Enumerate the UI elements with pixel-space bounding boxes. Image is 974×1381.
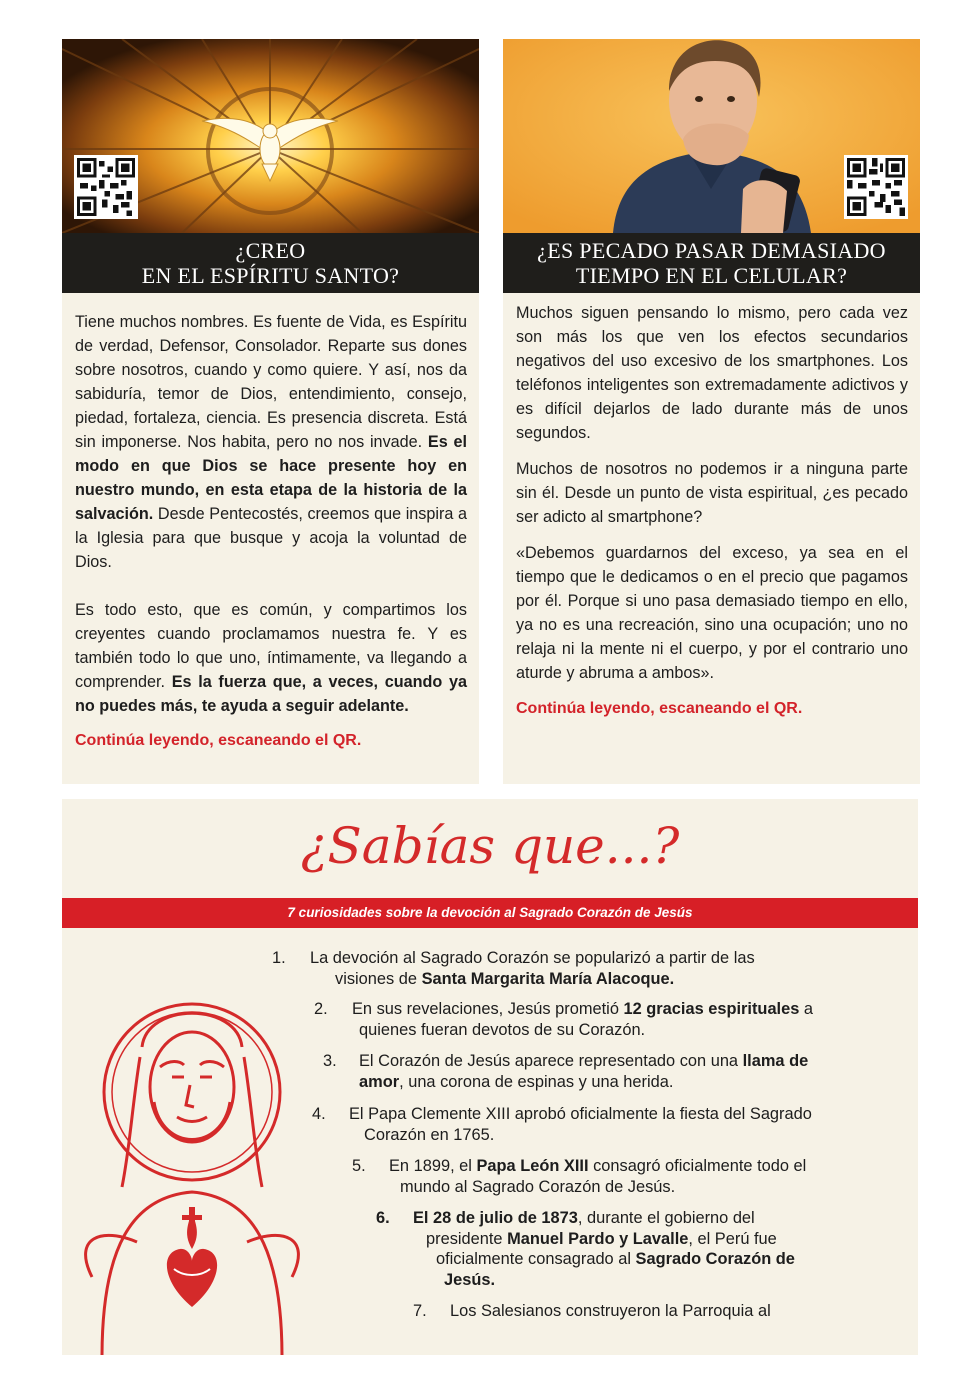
text-span: quienes fueran devotos de su Corazón. [359, 1020, 646, 1039]
list-item-3 [323, 1051, 808, 1092]
bold-text: 12 gracias espirituales [623, 1000, 800, 1018]
item-number: 2. [314, 1000, 328, 1018]
text-span: La devoción al Sagrado Corazón se popularizó a partir de las [310, 949, 755, 967]
text-span: Los Salesianos construyeron la Parroquia al [450, 1302, 771, 1320]
article-card-celular [503, 39, 920, 784]
section-title: ¿Sabías que...? [300, 817, 680, 875]
qr-code-icon[interactable] [844, 155, 908, 219]
bold-text: llama de [742, 1052, 809, 1070]
text-span: presidente [426, 1229, 508, 1248]
article-card-espiritu-santo [62, 39, 479, 784]
title-line-2: EN EL ESPÍRITU SANTO? [141, 263, 400, 288]
text-span: , durante el gobierno del [577, 1209, 755, 1227]
man-with-phone-image [503, 39, 920, 233]
continue-reading-link[interactable]: Continúa leyendo, escaneando el QR. [516, 700, 803, 717]
bold-text: Papa León XIII [476, 1157, 589, 1175]
list-item-6 [376, 1208, 795, 1290]
text-span: , una corona de espinas y una herida. [399, 1072, 674, 1091]
title-line-2: TIEMPO EN EL CELULAR? [575, 263, 848, 288]
text-span: Tiene muchos nombres. Es fuente de Vida, es Espíritu de verdad, Defensor, Consolador. Reparte sus dones sobre nosotros, cuando y como quiere. Y así, nos da sabiduría, temor de Dios, entendimiento, consejo, piedad, fortaleza, ciencia. Es presencia discreta. Está sin imponerse. Nos habita, pero no nos invade. [75, 313, 467, 451]
item-number: 5. [352, 1157, 366, 1175]
title-line-1: ¿ES PECADO PASAR DEMASIADO [537, 238, 886, 263]
bold-text: Jesús. [444, 1270, 496, 1289]
paragraph-3: «Debemos guardarnos del exceso, ya sea en el tiempo que le dedicamos o en el precio que pagamos por él. Porque si uno pasa demasiado tiempo en ello, ya no es una recreación, sino una ocupación; uno no relaja ni la mente ni el cuerpo, y por el contrario uno aturde y abruma a ambos». [516, 544, 908, 682]
sacred-heart-icon [62, 977, 312, 1355]
bold-text: Es el modo en que Dios se hace presente hoy en nuestro mundo, en esta etapa de la historia de la salvación. [75, 433, 467, 523]
text-span: , el Perú fue [688, 1229, 777, 1248]
paragraph-1: Muchos siguen pensando lo mismo, pero cada vez son más los que ven los efectos secundarios negativos del uso excesivo de los smartphones. Los teléfonos inteligentes son extremadamente adictivos y es difícil dejarlos de lado durante más de unos segundos. [516, 304, 908, 442]
list-item-2 [314, 999, 813, 1040]
item-number: 7. [413, 1302, 427, 1320]
sabias-que-section [62, 799, 918, 1355]
continue-reading-link[interactable]: Continúa leyendo, escaneando el QR. [75, 732, 362, 749]
item-number: 6. [376, 1209, 390, 1227]
text-span: En 1899, el [389, 1157, 477, 1175]
bold-text: Sagrado Corazón de [635, 1250, 795, 1268]
item-number: 4. [312, 1105, 326, 1123]
text-span: El Corazón de Jesús aparece representado con una [359, 1052, 743, 1070]
bold-text: amor [359, 1072, 400, 1091]
item-number: 3. [323, 1052, 337, 1070]
list-item-7 [413, 1301, 771, 1322]
list-item-4 [312, 1104, 812, 1145]
list-item-5 [352, 1156, 806, 1197]
article-title [62, 233, 479, 293]
title-line-1: ¿CREO [235, 238, 306, 263]
item-number: 1. [272, 949, 286, 967]
text-span: Corazón en 1765. [364, 1125, 495, 1144]
paragraph-2 [75, 598, 467, 718]
bold-text: Manuel Pardo y Lavalle [507, 1229, 689, 1248]
text-span: En sus revelaciones, Jesús prometió [352, 1000, 624, 1018]
article-body [516, 301, 908, 721]
article-body [75, 310, 467, 753]
text-span: Desde Pentecostés, creemos que inspira a la Iglesia para que busque y acoja la voluntad de Dios. [75, 505, 467, 571]
text-span: visiones de [335, 969, 422, 988]
text-span: a [799, 1000, 814, 1018]
text-span: oficialmente consagrado al [436, 1250, 636, 1268]
text-span: mundo al Sagrado Corazón de Jesús. [400, 1177, 676, 1196]
bold-text: Es la fuerza que, a veces, cuando ya no puedes más, te ayuda a seguir adelante. [75, 673, 468, 715]
text-span: Es todo esto, que es común, y compartimos los creyentes cuando proclamamos nuestra fe. Y es también todo lo que uno, íntimamente, va llegando a comprender. [75, 601, 467, 691]
qr-code-icon[interactable] [74, 155, 138, 219]
paragraph-1 [75, 310, 467, 574]
section-subtitle: 7 curiosidades sobre la devoción al Sagrado Corazón de Jesús [62, 898, 918, 928]
bold-text: Santa Margarita María Alacoque. [421, 969, 675, 988]
bold-text: El 28 de julio de 1873 [413, 1209, 578, 1227]
stained-glass-image [62, 39, 479, 233]
article-title [503, 233, 920, 293]
list-item-1 [272, 948, 755, 989]
text-span: El Papa Clemente XIII aprobó oficialmente la fiesta del Sagrado [349, 1105, 812, 1123]
text-span: consagró oficialmente todo el [588, 1157, 807, 1175]
paragraph-2: Muchos de nosotros no podemos ir a ninguna parte sin él. Desde un punto de vista espiritual, ¿es pecado ser adicto al smartphone? [516, 460, 908, 526]
